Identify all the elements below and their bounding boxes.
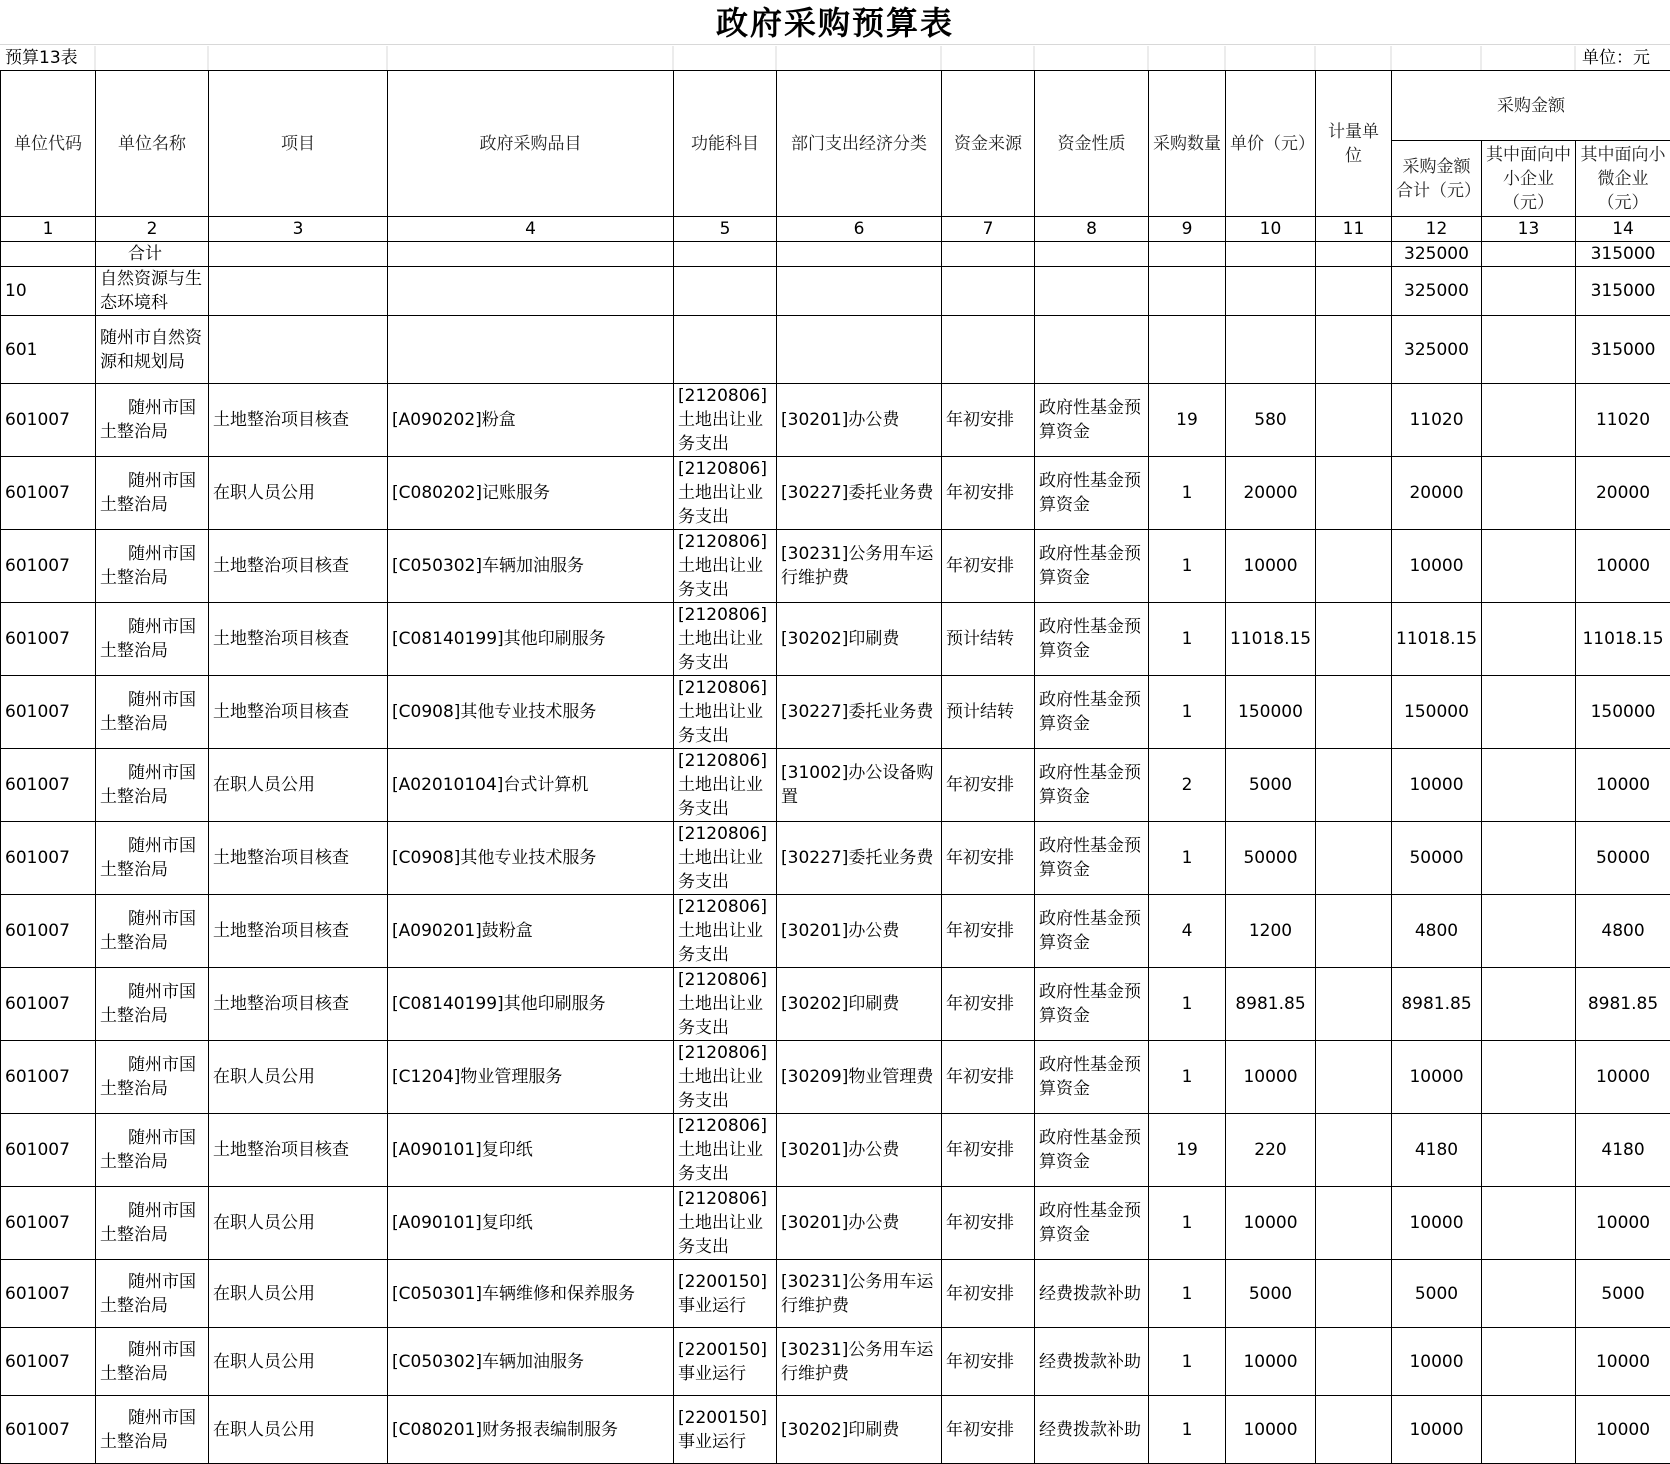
unit-name-cell: 随州市国土整治局 — [96, 603, 209, 676]
fund-source-cell: 年初安排 — [942, 1328, 1035, 1396]
fund-nature-cell: 政府性基金预算资金 — [1035, 968, 1149, 1041]
column-number: 7 — [942, 217, 1035, 242]
header-unit-name: 单位名称 — [96, 71, 209, 217]
fund-source-cell: 预计结转 — [942, 676, 1035, 749]
amount-micro-cell: 10000 — [1576, 530, 1670, 603]
catalog-cell: [C080201]财务报表编制服务 — [388, 1396, 674, 1464]
catalog-cell: [C050301]车辆维修和保养服务 — [388, 1260, 674, 1328]
amount-micro-cell: 150000 — [1576, 676, 1670, 749]
function-subject-cell: [2120806]土地出让业务支出 — [674, 749, 777, 822]
catalog-cell: [A090202]粉盒 — [388, 384, 674, 457]
econ-class-cell: [30201]办公费 — [777, 1187, 942, 1260]
qty-cell: 1 — [1149, 1260, 1226, 1328]
price-cell: 10000 — [1226, 1328, 1316, 1396]
amount-micro-cell: 4800 — [1576, 895, 1670, 968]
project-cell: 土地整治项目核查 — [209, 1114, 388, 1187]
amount-sme-cell — [1482, 1187, 1576, 1260]
column-number: 4 — [388, 217, 674, 242]
table-row — [1, 676, 1670, 749]
function-subject-cell: [2120806]土地出让业务支出 — [674, 1041, 777, 1114]
amount-total-cell: 10000 — [1392, 749, 1482, 822]
header-fund-nature: 资金性质 — [1035, 71, 1149, 217]
qty-cell: 1 — [1149, 1396, 1226, 1464]
column-number: 14 — [1576, 217, 1670, 242]
project-cell: 在职人员公用 — [209, 1396, 388, 1464]
amount-micro-cell: 10000 — [1576, 1187, 1670, 1260]
amount-micro-cell: 11020 — [1576, 384, 1670, 457]
qty-cell: 2 — [1149, 749, 1226, 822]
summary-sme — [1482, 242, 1576, 267]
amount-sme-cell — [1482, 530, 1576, 603]
measure-unit-cell — [1316, 1328, 1392, 1396]
summary-sme — [1482, 267, 1576, 316]
function-subject-cell: [2200150]事业运行 — [674, 1396, 777, 1464]
function-subject-cell: [2120806]土地出让业务支出 — [674, 530, 777, 603]
unit-name-cell: 随州市国土整治局 — [96, 968, 209, 1041]
measure-unit-cell — [1316, 1396, 1392, 1464]
unit-name-cell: 随州市国土整治局 — [96, 457, 209, 530]
table-row — [1, 1328, 1670, 1396]
project-cell: 在职人员公用 — [209, 457, 388, 530]
table-row — [1, 749, 1670, 822]
unit-code-cell: 601007 — [1, 1260, 96, 1328]
amount-total-cell: 10000 — [1392, 530, 1482, 603]
unit-name-cell: 随州市国土整治局 — [96, 1041, 209, 1114]
amount-total-cell: 4800 — [1392, 895, 1482, 968]
fund-nature-cell: 政府性基金预算资金 — [1035, 822, 1149, 895]
unit-code-cell: 601007 — [1, 895, 96, 968]
column-number: 3 — [209, 217, 388, 242]
table-row — [1, 1187, 1670, 1260]
unit-name-cell: 随州市国土整治局 — [96, 1396, 209, 1464]
summary-micro: 315000 — [1576, 242, 1670, 267]
fund-nature-cell: 政府性基金预算资金 — [1035, 895, 1149, 968]
econ-class-cell: [30202]印刷费 — [777, 968, 942, 1041]
table-row — [1, 603, 1670, 676]
qty-cell: 1 — [1149, 968, 1226, 1041]
catalog-cell: [A090101]复印纸 — [388, 1114, 674, 1187]
fund-nature-cell: 政府性基金预算资金 — [1035, 676, 1149, 749]
price-cell: 8981.85 — [1226, 968, 1316, 1041]
measure-unit-cell — [1316, 603, 1392, 676]
catalog-cell: [C080202]记账服务 — [388, 457, 674, 530]
fund-nature-cell: 政府性基金预算资金 — [1035, 1041, 1149, 1114]
qty-cell: 1 — [1149, 457, 1226, 530]
catalog-cell: [C050302]车辆加油服务 — [388, 530, 674, 603]
header-qty: 采购数量 — [1149, 71, 1226, 217]
header-amount-sme: 其中面向中小企业（元） — [1482, 141, 1576, 217]
price-cell: 580 — [1226, 384, 1316, 457]
unit-code-cell: 601007 — [1, 1041, 96, 1114]
amount-micro-cell: 20000 — [1576, 457, 1670, 530]
column-number-row — [1, 217, 1670, 242]
unit-code-cell: 601007 — [1, 676, 96, 749]
fund-source-cell: 年初安排 — [942, 1187, 1035, 1260]
amount-sme-cell — [1482, 1328, 1576, 1396]
amount-micro-cell: 50000 — [1576, 822, 1670, 895]
project-cell: 在职人员公用 — [209, 1328, 388, 1396]
header-fund-source: 资金来源 — [942, 71, 1035, 217]
fund-nature-cell: 政府性基金预算资金 — [1035, 530, 1149, 603]
unit-code-cell: 601007 — [1, 749, 96, 822]
amount-sme-cell — [1482, 968, 1576, 1041]
fund-source-cell: 年初安排 — [942, 822, 1035, 895]
catalog-cell: [A090101]复印纸 — [388, 1187, 674, 1260]
unit-name-cell: 随州市国土整治局 — [96, 749, 209, 822]
amount-sme-cell — [1482, 676, 1576, 749]
amount-total-cell: 11018.15 — [1392, 603, 1482, 676]
qty-cell: 19 — [1149, 384, 1226, 457]
unit-code-cell: 601007 — [1, 384, 96, 457]
fund-source-cell: 年初安排 — [942, 895, 1035, 968]
procurement-budget-table — [0, 70, 1670, 1464]
amount-total-cell: 4180 — [1392, 1114, 1482, 1187]
amount-micro-cell: 10000 — [1576, 1328, 1670, 1396]
function-subject-cell: [2200150]事业运行 — [674, 1328, 777, 1396]
department-row — [1, 267, 1670, 316]
header-price: 单价（元） — [1226, 71, 1316, 217]
catalog-cell: [C050302]车辆加油服务 — [388, 1328, 674, 1396]
measure-unit-cell — [1316, 1260, 1392, 1328]
project-cell: 土地整治项目核查 — [209, 530, 388, 603]
header-project: 项目 — [209, 71, 388, 217]
measure-unit-cell — [1316, 968, 1392, 1041]
price-cell: 5000 — [1226, 749, 1316, 822]
table-row — [1, 1041, 1670, 1114]
table-row — [1, 457, 1670, 530]
amount-total-cell: 10000 — [1392, 1396, 1482, 1464]
amount-total-cell: 10000 — [1392, 1041, 1482, 1114]
unit-code-cell: 601007 — [1, 1396, 96, 1464]
econ-class-cell: [30227]委托业务费 — [777, 676, 942, 749]
qty-cell: 1 — [1149, 1328, 1226, 1396]
amount-total-cell: 50000 — [1392, 822, 1482, 895]
econ-class-cell: [30231]公务用车运行维护费 — [777, 1328, 942, 1396]
unit-code-cell: 601007 — [1, 457, 96, 530]
header-row-top — [1, 71, 1670, 141]
measure-unit-cell — [1316, 1187, 1392, 1260]
price-cell: 220 — [1226, 1114, 1316, 1187]
measure-unit-cell — [1316, 749, 1392, 822]
header-amount-group: 采购金额 — [1392, 71, 1670, 141]
amount-total-cell: 10000 — [1392, 1328, 1482, 1396]
measure-unit-cell — [1316, 676, 1392, 749]
function-subject-cell: [2120806]土地出让业务支出 — [674, 1114, 777, 1187]
function-subject-cell: [2120806]土地出让业务支出 — [674, 968, 777, 1041]
fund-source-cell: 年初安排 — [942, 530, 1035, 603]
econ-class-cell: [30227]委托业务费 — [777, 457, 942, 530]
column-number: 12 — [1392, 217, 1482, 242]
function-subject-cell: [2120806]土地出让业务支出 — [674, 457, 777, 530]
econ-class-cell: [30209]物业管理费 — [777, 1041, 942, 1114]
function-subject-cell: [2120806]土地出让业务支出 — [674, 822, 777, 895]
amount-total-cell: 10000 — [1392, 1187, 1482, 1260]
amount-total-cell: 5000 — [1392, 1260, 1482, 1328]
unit-code-cell: 601007 — [1, 530, 96, 603]
header-measure-unit: 计量单位 — [1316, 71, 1392, 217]
qty-cell: 1 — [1149, 603, 1226, 676]
column-number: 9 — [1149, 217, 1226, 242]
unit-name-cell: 随州市国土整治局 — [96, 1187, 209, 1260]
measure-unit-cell — [1316, 1041, 1392, 1114]
table-row — [1, 895, 1670, 968]
qty-cell: 1 — [1149, 1041, 1226, 1114]
summary-name: 自然资源与生态环境科 — [96, 267, 209, 316]
fund-nature-cell: 经费拨款补助 — [1035, 1328, 1149, 1396]
function-subject-cell: [2120806]土地出让业务支出 — [674, 384, 777, 457]
project-cell: 土地整治项目核查 — [209, 603, 388, 676]
amount-total-cell: 11020 — [1392, 384, 1482, 457]
price-cell: 5000 — [1226, 1260, 1316, 1328]
amount-sme-cell — [1482, 1260, 1576, 1328]
econ-class-cell: [30231]公务用车运行维护费 — [777, 1260, 942, 1328]
econ-class-cell: [30231]公务用车运行维护费 — [777, 530, 942, 603]
column-number: 10 — [1226, 217, 1316, 242]
amount-micro-cell: 10000 — [1576, 1396, 1670, 1464]
measure-unit-cell — [1316, 457, 1392, 530]
unit-code-cell: 601007 — [1, 1328, 96, 1396]
unit-label: 单位：元 — [1582, 46, 1650, 70]
qty-cell: 4 — [1149, 895, 1226, 968]
summary-name: 合计 — [96, 242, 209, 267]
fund-source-cell: 年初安排 — [942, 457, 1035, 530]
catalog-cell: [C08140199]其他印刷服务 — [388, 603, 674, 676]
fund-source-cell: 年初安排 — [942, 968, 1035, 1041]
column-number: 1 — [1, 217, 96, 242]
project-cell: 土地整治项目核查 — [209, 822, 388, 895]
project-cell: 在职人员公用 — [209, 1041, 388, 1114]
table-number-label: 预算13表 — [5, 46, 78, 70]
catalog-cell: [A02010104]台式计算机 — [388, 749, 674, 822]
measure-unit-cell — [1316, 1114, 1392, 1187]
qty-cell: 1 — [1149, 676, 1226, 749]
price-cell: 20000 — [1226, 457, 1316, 530]
price-cell: 1200 — [1226, 895, 1316, 968]
qty-cell: 1 — [1149, 1187, 1226, 1260]
table-row — [1, 822, 1670, 895]
amount-micro-cell: 5000 — [1576, 1260, 1670, 1328]
measure-unit-cell — [1316, 384, 1392, 457]
qty-cell: 1 — [1149, 822, 1226, 895]
price-cell: 11018.15 — [1226, 603, 1316, 676]
fund-source-cell: 年初安排 — [942, 1114, 1035, 1187]
fund-nature-cell: 政府性基金预算资金 — [1035, 457, 1149, 530]
page-title: 政府采购预算表 — [0, 0, 1670, 46]
measure-unit-cell — [1316, 895, 1392, 968]
column-number: 5 — [674, 217, 777, 242]
measure-unit-cell — [1316, 822, 1392, 895]
fund-nature-cell: 经费拨款补助 — [1035, 1396, 1149, 1464]
amount-micro-cell: 10000 — [1576, 749, 1670, 822]
unit-name-cell: 随州市国土整治局 — [96, 676, 209, 749]
summary-name: 随州市自然资源和规划局 — [96, 316, 209, 384]
catalog-cell: [C08140199]其他印刷服务 — [388, 968, 674, 1041]
header-catalog: 政府采购品目 — [388, 71, 674, 217]
fund-source-cell: 年初安排 — [942, 749, 1035, 822]
header-amount-micro: 其中面向小微企业（元） — [1576, 141, 1670, 217]
function-subject-cell: [2120806]土地出让业务支出 — [674, 1187, 777, 1260]
column-number: 11 — [1316, 217, 1392, 242]
econ-class-cell: [31002]办公设备购置 — [777, 749, 942, 822]
function-subject-cell: [2120806]土地出让业务支出 — [674, 895, 777, 968]
project-cell: 土地整治项目核查 — [209, 676, 388, 749]
price-cell: 50000 — [1226, 822, 1316, 895]
summary-code — [1, 242, 96, 267]
column-number: 6 — [777, 217, 942, 242]
project-cell: 在职人员公用 — [209, 1260, 388, 1328]
fund-source-cell: 年初安排 — [942, 384, 1035, 457]
amount-total-cell: 20000 — [1392, 457, 1482, 530]
econ-class-cell: [30201]办公费 — [777, 384, 942, 457]
catalog-cell: [C1204]物业管理服务 — [388, 1041, 674, 1114]
project-cell: 在职人员公用 — [209, 749, 388, 822]
unit-code-cell: 601007 — [1, 1114, 96, 1187]
unit-code-cell: 601007 — [1, 822, 96, 895]
summary-total: 325000 — [1392, 316, 1482, 384]
qty-cell: 19 — [1149, 1114, 1226, 1187]
amount-total-cell: 150000 — [1392, 676, 1482, 749]
amount-total-cell: 8981.85 — [1392, 968, 1482, 1041]
amount-micro-cell: 8981.85 — [1576, 968, 1670, 1041]
fund-nature-cell: 政府性基金预算资金 — [1035, 603, 1149, 676]
header-econ-class: 部门支出经济分类 — [777, 71, 942, 217]
summary-code: 10 — [1, 267, 96, 316]
column-number: 8 — [1035, 217, 1149, 242]
catalog-cell: [C0908]其他专业技术服务 — [388, 822, 674, 895]
fund-nature-cell: 经费拨款补助 — [1035, 1260, 1149, 1328]
measure-unit-cell — [1316, 530, 1392, 603]
unit-name-cell: 随州市国土整治局 — [96, 384, 209, 457]
column-number: 2 — [96, 217, 209, 242]
header-amount-total: 采购金额合计（元） — [1392, 141, 1482, 217]
fund-source-cell: 年初安排 — [942, 1260, 1035, 1328]
amount-sme-cell — [1482, 457, 1576, 530]
econ-class-cell: [30202]印刷费 — [777, 1396, 942, 1464]
project-cell: 土地整治项目核查 — [209, 384, 388, 457]
summary-code: 601 — [1, 316, 96, 384]
amount-micro-cell: 10000 — [1576, 1041, 1670, 1114]
table-row — [1, 530, 1670, 603]
qty-cell: 1 — [1149, 530, 1226, 603]
catalog-cell: [C0908]其他专业技术服务 — [388, 676, 674, 749]
project-cell: 土地整治项目核查 — [209, 968, 388, 1041]
function-subject-cell: [2200150]事业运行 — [674, 1260, 777, 1328]
table-row — [1, 1114, 1670, 1187]
amount-micro-cell: 11018.15 — [1576, 603, 1670, 676]
header-function-subject: 功能科目 — [674, 71, 777, 217]
fund-source-cell: 预计结转 — [942, 603, 1035, 676]
header-unit-code: 单位代码 — [1, 71, 96, 217]
project-cell: 土地整治项目核查 — [209, 895, 388, 968]
price-cell: 10000 — [1226, 1396, 1316, 1464]
unit-name-cell: 随州市国土整治局 — [96, 1260, 209, 1328]
function-subject-cell: [2120806]土地出让业务支出 — [674, 676, 777, 749]
amount-sme-cell — [1482, 603, 1576, 676]
unit-name-cell: 随州市国土整治局 — [96, 895, 209, 968]
summary-micro: 315000 — [1576, 316, 1670, 384]
function-subject-cell: [2120806]土地出让业务支出 — [674, 603, 777, 676]
econ-class-cell: [30202]印刷费 — [777, 603, 942, 676]
amount-sme-cell — [1482, 1041, 1576, 1114]
econ-class-cell: [30227]委托业务费 — [777, 822, 942, 895]
fund-source-cell: 年初安排 — [942, 1041, 1035, 1114]
unit-code-cell: 601007 — [1, 968, 96, 1041]
catalog-cell: [A090201]鼓粉盒 — [388, 895, 674, 968]
econ-class-cell: [30201]办公费 — [777, 1114, 942, 1187]
unit-name-cell: 随州市国土整治局 — [96, 530, 209, 603]
fund-source-cell: 年初安排 — [942, 1396, 1035, 1464]
amount-sme-cell — [1482, 384, 1576, 457]
price-cell: 10000 — [1226, 1041, 1316, 1114]
summary-sme — [1482, 316, 1576, 384]
price-cell: 10000 — [1226, 1187, 1316, 1260]
table-row — [1, 968, 1670, 1041]
econ-class-cell: [30201]办公费 — [777, 895, 942, 968]
unit-name-cell: 随州市国土整治局 — [96, 822, 209, 895]
fund-nature-cell: 政府性基金预算资金 — [1035, 749, 1149, 822]
summary-total: 325000 — [1392, 242, 1482, 267]
amount-sme-cell — [1482, 822, 1576, 895]
column-number: 13 — [1482, 217, 1576, 242]
fund-nature-cell: 政府性基金预算资金 — [1035, 1114, 1149, 1187]
fund-nature-cell: 政府性基金预算资金 — [1035, 1187, 1149, 1260]
table-row — [1, 1396, 1670, 1464]
project-cell: 在职人员公用 — [209, 1187, 388, 1260]
table-body — [1, 242, 1670, 1464]
unit-name-cell: 随州市国土整治局 — [96, 1328, 209, 1396]
table-row — [1, 384, 1670, 457]
unit-code-cell: 601007 — [1, 1187, 96, 1260]
summary-micro: 315000 — [1576, 267, 1670, 316]
amount-sme-cell — [1482, 1114, 1576, 1187]
amount-sme-cell — [1482, 749, 1576, 822]
price-cell: 10000 — [1226, 530, 1316, 603]
amount-sme-cell — [1482, 1396, 1576, 1464]
price-cell: 150000 — [1226, 676, 1316, 749]
fund-nature-cell: 政府性基金预算资金 — [1035, 384, 1149, 457]
agency-row — [1, 316, 1670, 384]
unit-name-cell: 随州市国土整治局 — [96, 1114, 209, 1187]
amount-micro-cell: 4180 — [1576, 1114, 1670, 1187]
unit-code-cell: 601007 — [1, 603, 96, 676]
amount-sme-cell — [1482, 895, 1576, 968]
summary-total: 325000 — [1392, 267, 1482, 316]
total-row — [1, 242, 1670, 267]
table-row — [1, 1260, 1670, 1328]
